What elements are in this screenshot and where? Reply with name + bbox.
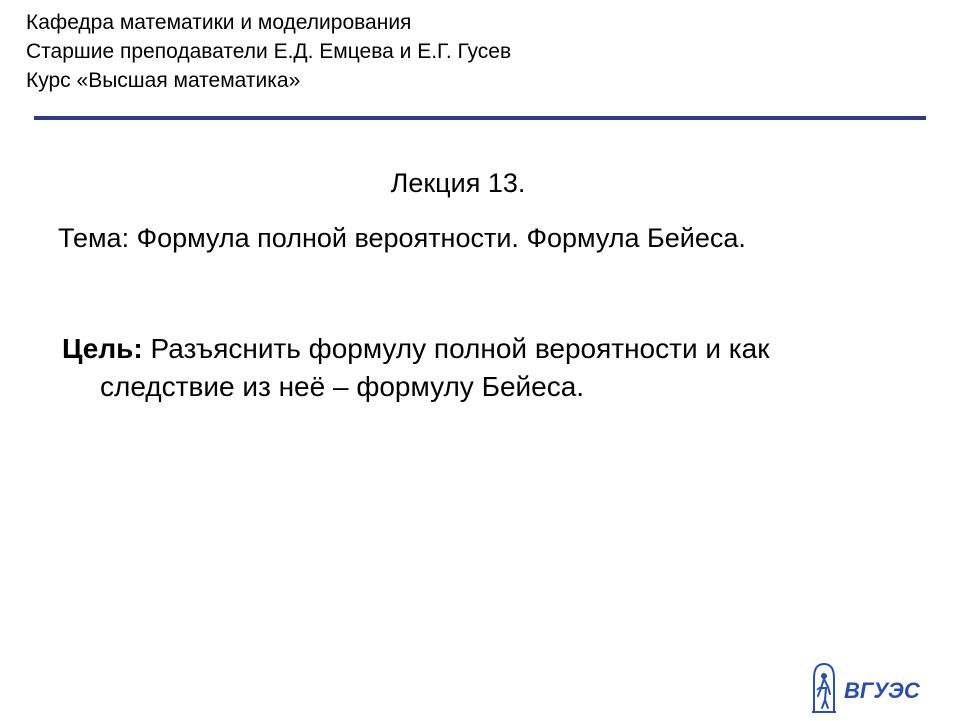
- goal-text-2: следствие из неё – формулу Бейеса.: [100, 371, 585, 402]
- course-name: Курс «Высшая математика»: [26, 69, 301, 92]
- department-name: Кафедра математики и моделирования: [26, 11, 412, 34]
- header-divider: [34, 116, 926, 120]
- goal-line-1: [62, 330, 902, 368]
- goal-text-1: Разъяснить формулу полной вероятности и как: [142, 333, 770, 364]
- slide-header: [26, 8, 511, 95]
- logo-text: ВГУЭС: [844, 678, 920, 703]
- lecture-number: Лекция 13.: [390, 168, 526, 198]
- university-emblem-icon: [806, 660, 936, 716]
- university-logo: [806, 660, 936, 716]
- lecture-goal: [62, 330, 902, 406]
- goal-label: Цель:: [62, 333, 143, 364]
- lecturers-line: Старшие преподаватели Е.Д. Емцева и Е.Г. Гусев: [26, 40, 512, 63]
- lecture-topic: Тема: Формула полной вероятности. Формула Бейеса.: [58, 223, 746, 253]
